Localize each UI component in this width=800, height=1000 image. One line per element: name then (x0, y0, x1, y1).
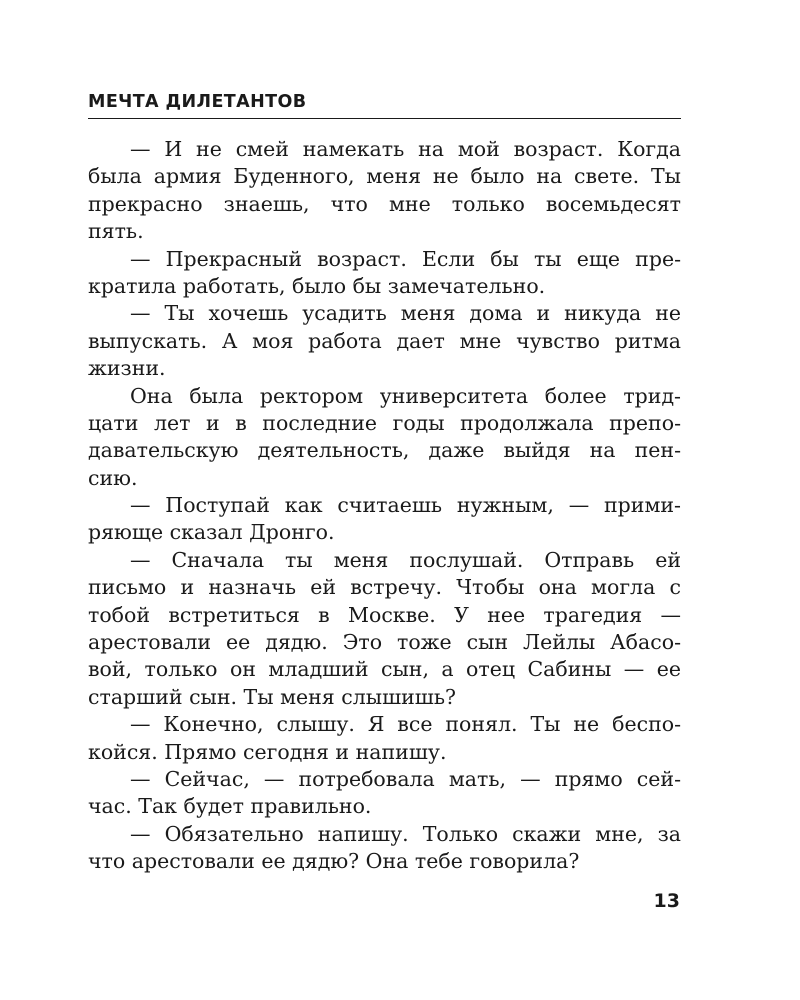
text-line: — И не смей намекать на мой возраст. Когда (130, 137, 681, 161)
running-header: МЕЧТА ДИЛЕТАНТОВ (88, 92, 307, 112)
text-line: ряюще сказал Дронго. (88, 520, 335, 545)
text-line: что арестовали ее дядю? Она тебе говорила? (88, 849, 580, 874)
text-line: койся. Прямо сегодня и напишу. (88, 739, 447, 764)
text-line: арестовали ее дядю. Это тоже сын Лейлы Абасо- (88, 630, 681, 655)
text-line: тобой встретиться в Москве. У нее трагедия — (88, 602, 681, 627)
text-line: — Обязательно напишу. Только скажи мне, за (130, 821, 681, 846)
text-line: выпускать. А моя работа дает мне чувство ритма (88, 328, 681, 353)
text-line: — Поступай как считаешь нужным, — прими- (130, 493, 681, 518)
text-line: час. Так будет правильно. (88, 794, 372, 819)
text-line: сию. (88, 465, 138, 490)
text-line: жизни. (88, 356, 166, 381)
text-line: кратила работать, было бы замечательно. (88, 273, 546, 298)
text-line: давательскую деятельность, даже выйдя на пен- (88, 438, 681, 463)
text-line: — Сначала ты меня послушай. Отправь ей (130, 547, 681, 572)
page-number: 13 (653, 890, 680, 912)
text-line: прекрасно знаешь, что мне только восемьдесят (88, 191, 681, 216)
text-line: письмо и назначь ей встречу. Чтобы она могла с (88, 575, 681, 600)
text-line: была армия Буденного, меня не было на свете. Ты (88, 164, 681, 189)
body-text (88, 136, 681, 876)
text-line: — Сейчас, — потребовала мать, — прямо сей- (130, 766, 681, 791)
text-line: — Конечно, слышу. Я все понял. Ты не беспо- (130, 712, 681, 737)
text-line: — Прекрасный возраст. Если бы ты еще пре- (130, 246, 681, 271)
text-line: пять. (88, 219, 144, 244)
text-line: Она была ректором университета более трид- (130, 383, 681, 408)
text-line: старший сын. Ты меня слышишь? (88, 684, 457, 709)
text-line: — Ты хочешь усадить меня дома и никуда не (130, 301, 681, 326)
text-line: вой, только он младший сын, а отец Сабины — ее (88, 657, 681, 682)
text-line: цати лет и в последние годы продолжала препо- (88, 410, 681, 435)
header-rule (88, 118, 681, 119)
